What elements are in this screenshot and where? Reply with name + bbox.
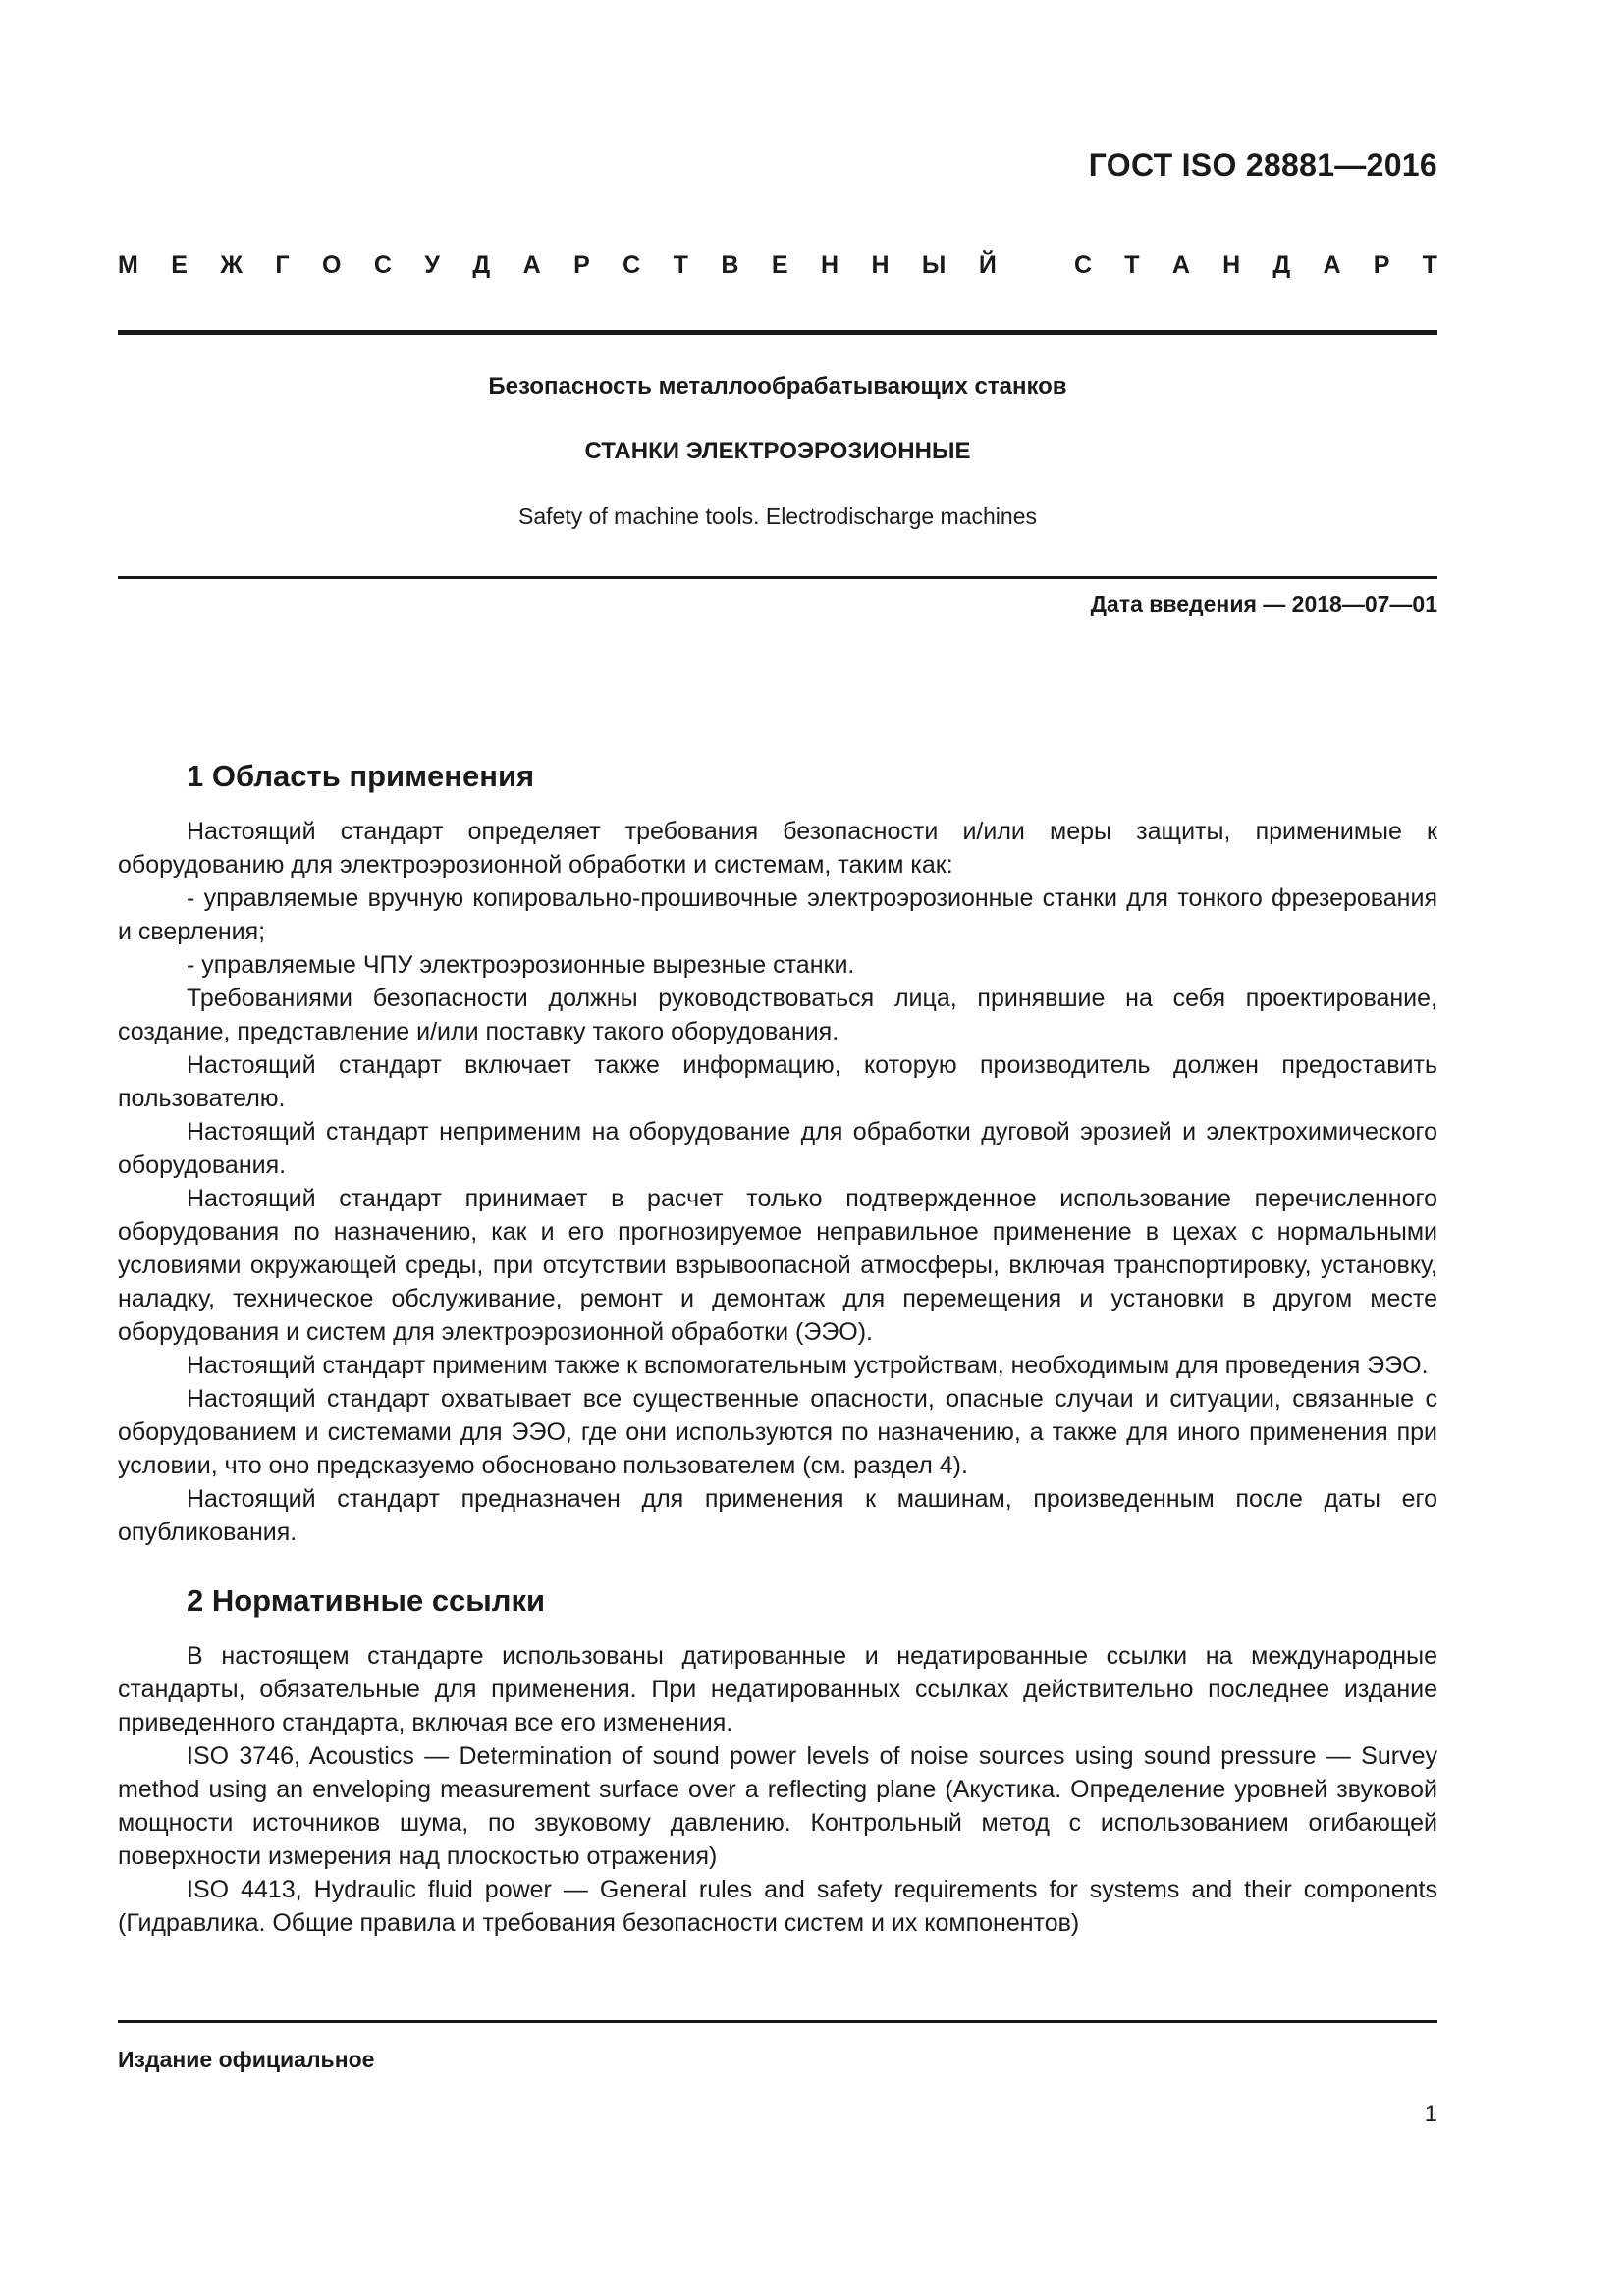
paragraph: Настоящий стандарт определяет требования безопасности и/или меры защиты, применимые к оборудованию для электроэрозионной обработки и системам, таким как: bbox=[118, 818, 1437, 879]
banner-letter: Т bbox=[1124, 251, 1140, 279]
banner-letter: Е bbox=[171, 251, 188, 279]
banner-letter: Н bbox=[1222, 251, 1241, 279]
section-normative-references bbox=[118, 1580, 1437, 1940]
document-body bbox=[118, 756, 1437, 1940]
banner-letter: С bbox=[623, 251, 641, 279]
footer-rule bbox=[118, 2020, 1437, 2023]
banner-letter: А bbox=[1171, 251, 1190, 279]
list-item: - управляемые ЧПУ электроэрозионные вырезные станки. bbox=[187, 951, 855, 979]
banner-letter: О bbox=[322, 251, 342, 279]
interstate-word bbox=[118, 251, 997, 280]
reference-item: ISO 4413, Hydraulic fluid power — General rules and safety requirements for systems and their components (Гидравлика. Общие правила и требования безопасности систем и их компонентов) bbox=[118, 1876, 1437, 1937]
banner-letter: Д bbox=[1272, 251, 1291, 279]
paragraph: Настоящий стандарт неприменим на оборудование для обработки дуговой эрозией и электрохимического оборудования. bbox=[118, 1118, 1437, 1179]
banner-letter: А bbox=[522, 251, 541, 279]
standard-word bbox=[1074, 251, 1437, 280]
banner-letter: М bbox=[118, 251, 138, 279]
banner-letter: Т bbox=[1422, 251, 1437, 279]
introduction-date: Дата введения — 2018—07—01 bbox=[1090, 591, 1437, 616]
paragraph: Настоящий стандарт принимает в расчет только подтвержденное использование перечисленного оборудования по назначению, как и его прогнозируемое неправильное применение в цехах с нормальными условиями окружающей среды, при отсутствии взрывоопасной атмосферы, включая транспортировку, установку, наладку, техническое обслуживание, ремонт и демонтаж для перемещения и установки в другом месте оборудования и систем для электроэрозионной обработки (ЭЭО). bbox=[118, 1185, 1437, 1346]
section-heading: 1 Область применения bbox=[187, 759, 535, 793]
banner-letter: Н bbox=[871, 251, 890, 279]
document-subtitle: Безопасность металлообрабатывающих станков bbox=[488, 373, 1067, 400]
paragraph: Требованиями безопасности должны руководствоваться лица, принявшие на себя проектирование, создание, представление и/или поставку такого оборудования. bbox=[118, 985, 1437, 1045]
paragraph: В настоящем стандарте использованы датированные и недатированные ссылки на международные стандарты, обязательные для применения. При недатированных ссылках действительно последнее издание приведенного стандарта, включая все его изменения. bbox=[118, 1642, 1437, 1736]
banner-letter: Р bbox=[1373, 251, 1390, 279]
interstate-standard-banner bbox=[118, 251, 1437, 280]
banner-letter: Т bbox=[673, 251, 688, 279]
paragraph: Настоящий стандарт охватывает все существенные опасности, опасные случаи и ситуации, связанные с оборудованием и системами для ЭЭО, где они используются по назначению, а также для иного применения при условии, что оно предсказуемо обосновано пользователем (см. раздел 4). bbox=[118, 1385, 1437, 1479]
banner-letter: Й bbox=[978, 251, 997, 279]
banner-letter: Р bbox=[573, 251, 590, 279]
banner-letter: У bbox=[424, 251, 440, 279]
standard-code: ГОСТ ISO 28881—2016 bbox=[1088, 147, 1437, 183]
section-heading: 2 Нормативные ссылки bbox=[187, 1583, 546, 1618]
banner-letter: Ы bbox=[921, 251, 947, 279]
paragraph: Настоящий стандарт включает также информацию, которую производитель должен предоставить пользователю. bbox=[118, 1051, 1437, 1112]
section-scope bbox=[118, 756, 1437, 1549]
banner-letter: В bbox=[721, 251, 739, 279]
header-rule bbox=[118, 330, 1437, 335]
banner-letter: Ж bbox=[220, 251, 243, 279]
paragraph: Настоящий стандарт применим также к вспомогательным устройствам, необходимым для проведения ЭЭО. bbox=[187, 1352, 1429, 1379]
official-edition-label: Издание официальное bbox=[118, 2047, 375, 2072]
banner-letter: Е bbox=[771, 251, 788, 279]
document-title: СТАНКИ ЭЛЕКТРОЭРОЗИОННЫЕ bbox=[584, 438, 971, 464]
banner-letter: С bbox=[373, 251, 392, 279]
document-title-english: Safety of machine tools. Electrodischarge machines bbox=[518, 504, 1037, 529]
banner-letter: С bbox=[1074, 251, 1093, 279]
title-rule bbox=[118, 576, 1437, 579]
list-item: - управляемые вручную копировально-прошивочные электроэрозионные станки для тонкого фрезерования и сверления; bbox=[118, 884, 1437, 945]
reference-item: ISO 3746, Acoustics — Determination of sound power levels of noise sources using sound pressure — Survey method using an enveloping measurement surface over a reflecting plane (Акустика. Определение уровней звуковой мощности источников шума, по звуковому давлению. Контрольный метод с использованием огибающей поверхности измерения над плоскостью отражения) bbox=[118, 1742, 1437, 1870]
banner-letter: Г bbox=[275, 251, 290, 279]
banner-letter: А bbox=[1323, 251, 1341, 279]
page-number: 1 bbox=[1424, 2101, 1437, 2127]
paragraph: Настоящий стандарт предназначен для применения к машинам, произведенным после даты его опубликования. bbox=[118, 1485, 1437, 1546]
banner-letter: Д bbox=[472, 251, 491, 279]
banner-letter: Н bbox=[820, 251, 839, 279]
